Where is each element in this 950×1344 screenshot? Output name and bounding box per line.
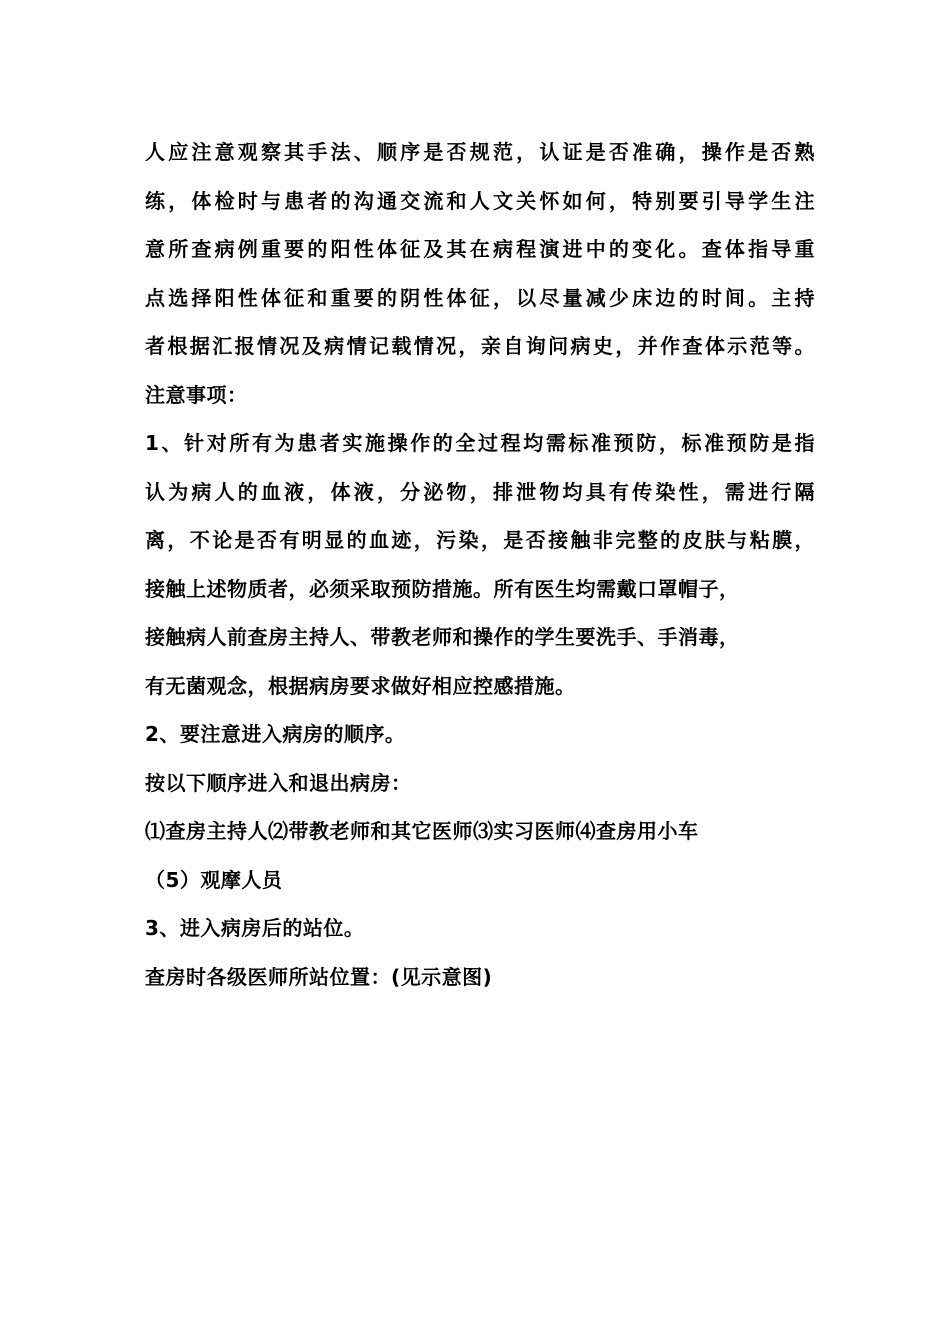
item-1-line-1: 1、针对所有为患者实施操作的全过程均需标准预防，标准预防是指 <box>145 431 815 455</box>
item-2-order-list: ⑴查房主持人⑵带教老师和其它医师⑶实习医师⑷查房用小车 <box>145 819 699 843</box>
item-3-text: 查房时各级医师所站位置：(见示意图) <box>145 964 493 989</box>
item-3-heading: 3、进入病房后的站位。 <box>145 916 365 940</box>
section-heading-notes: 注意事项： <box>145 382 248 407</box>
paragraph-line-4: 点选择阳性体征和重要的阴性体征，以尽量减少床边的时间。主持 <box>145 285 815 310</box>
document-body <box>145 128 815 1001</box>
item-1-line-2: 认为病人的血液，体液，分泌物，排泄物均具有传染性，需进行隔 <box>145 479 815 504</box>
paragraph-line-1: 人应注意观察其手法、顺序是否规范，认证是否准确，操作是否熟 <box>145 140 815 164</box>
item-1-line-4: 接触上述物质者，必须采取预防措施。所有医生均需戴口罩帽子， <box>145 576 740 601</box>
paragraph-line-3: 意所查病例重要的阳性体征及其在病程演进中的变化。查体指导重 <box>145 237 815 261</box>
item-2-order-list-cont: （5）观摩人员 <box>145 867 283 892</box>
item-2-intro: 按以下顺序进入和退出病房： <box>145 770 412 795</box>
paragraph-line-2: 练，体检时与患者的沟通交流和人文关怀如何，特别要引导学生注 <box>145 188 815 213</box>
item-1-line-3: 离，不论是否有明显的血迹，污染，是否接触非完整的皮肤与粘膜， <box>145 528 815 552</box>
item-1-line-5: 接触病人前查房主持人、带教老师和操作的学生要洗手、手消毒， <box>145 625 740 649</box>
item-2-heading: 2、要注意进入病房的顺序。 <box>145 722 406 746</box>
paragraph-line-5: 者根据汇报情况及病情记载情况，亲自询问病史，并作查体示范等。 <box>145 334 815 358</box>
item-1-line-6: 有无菌观念，根据病房要求做好相应控感措施。 <box>145 673 576 698</box>
